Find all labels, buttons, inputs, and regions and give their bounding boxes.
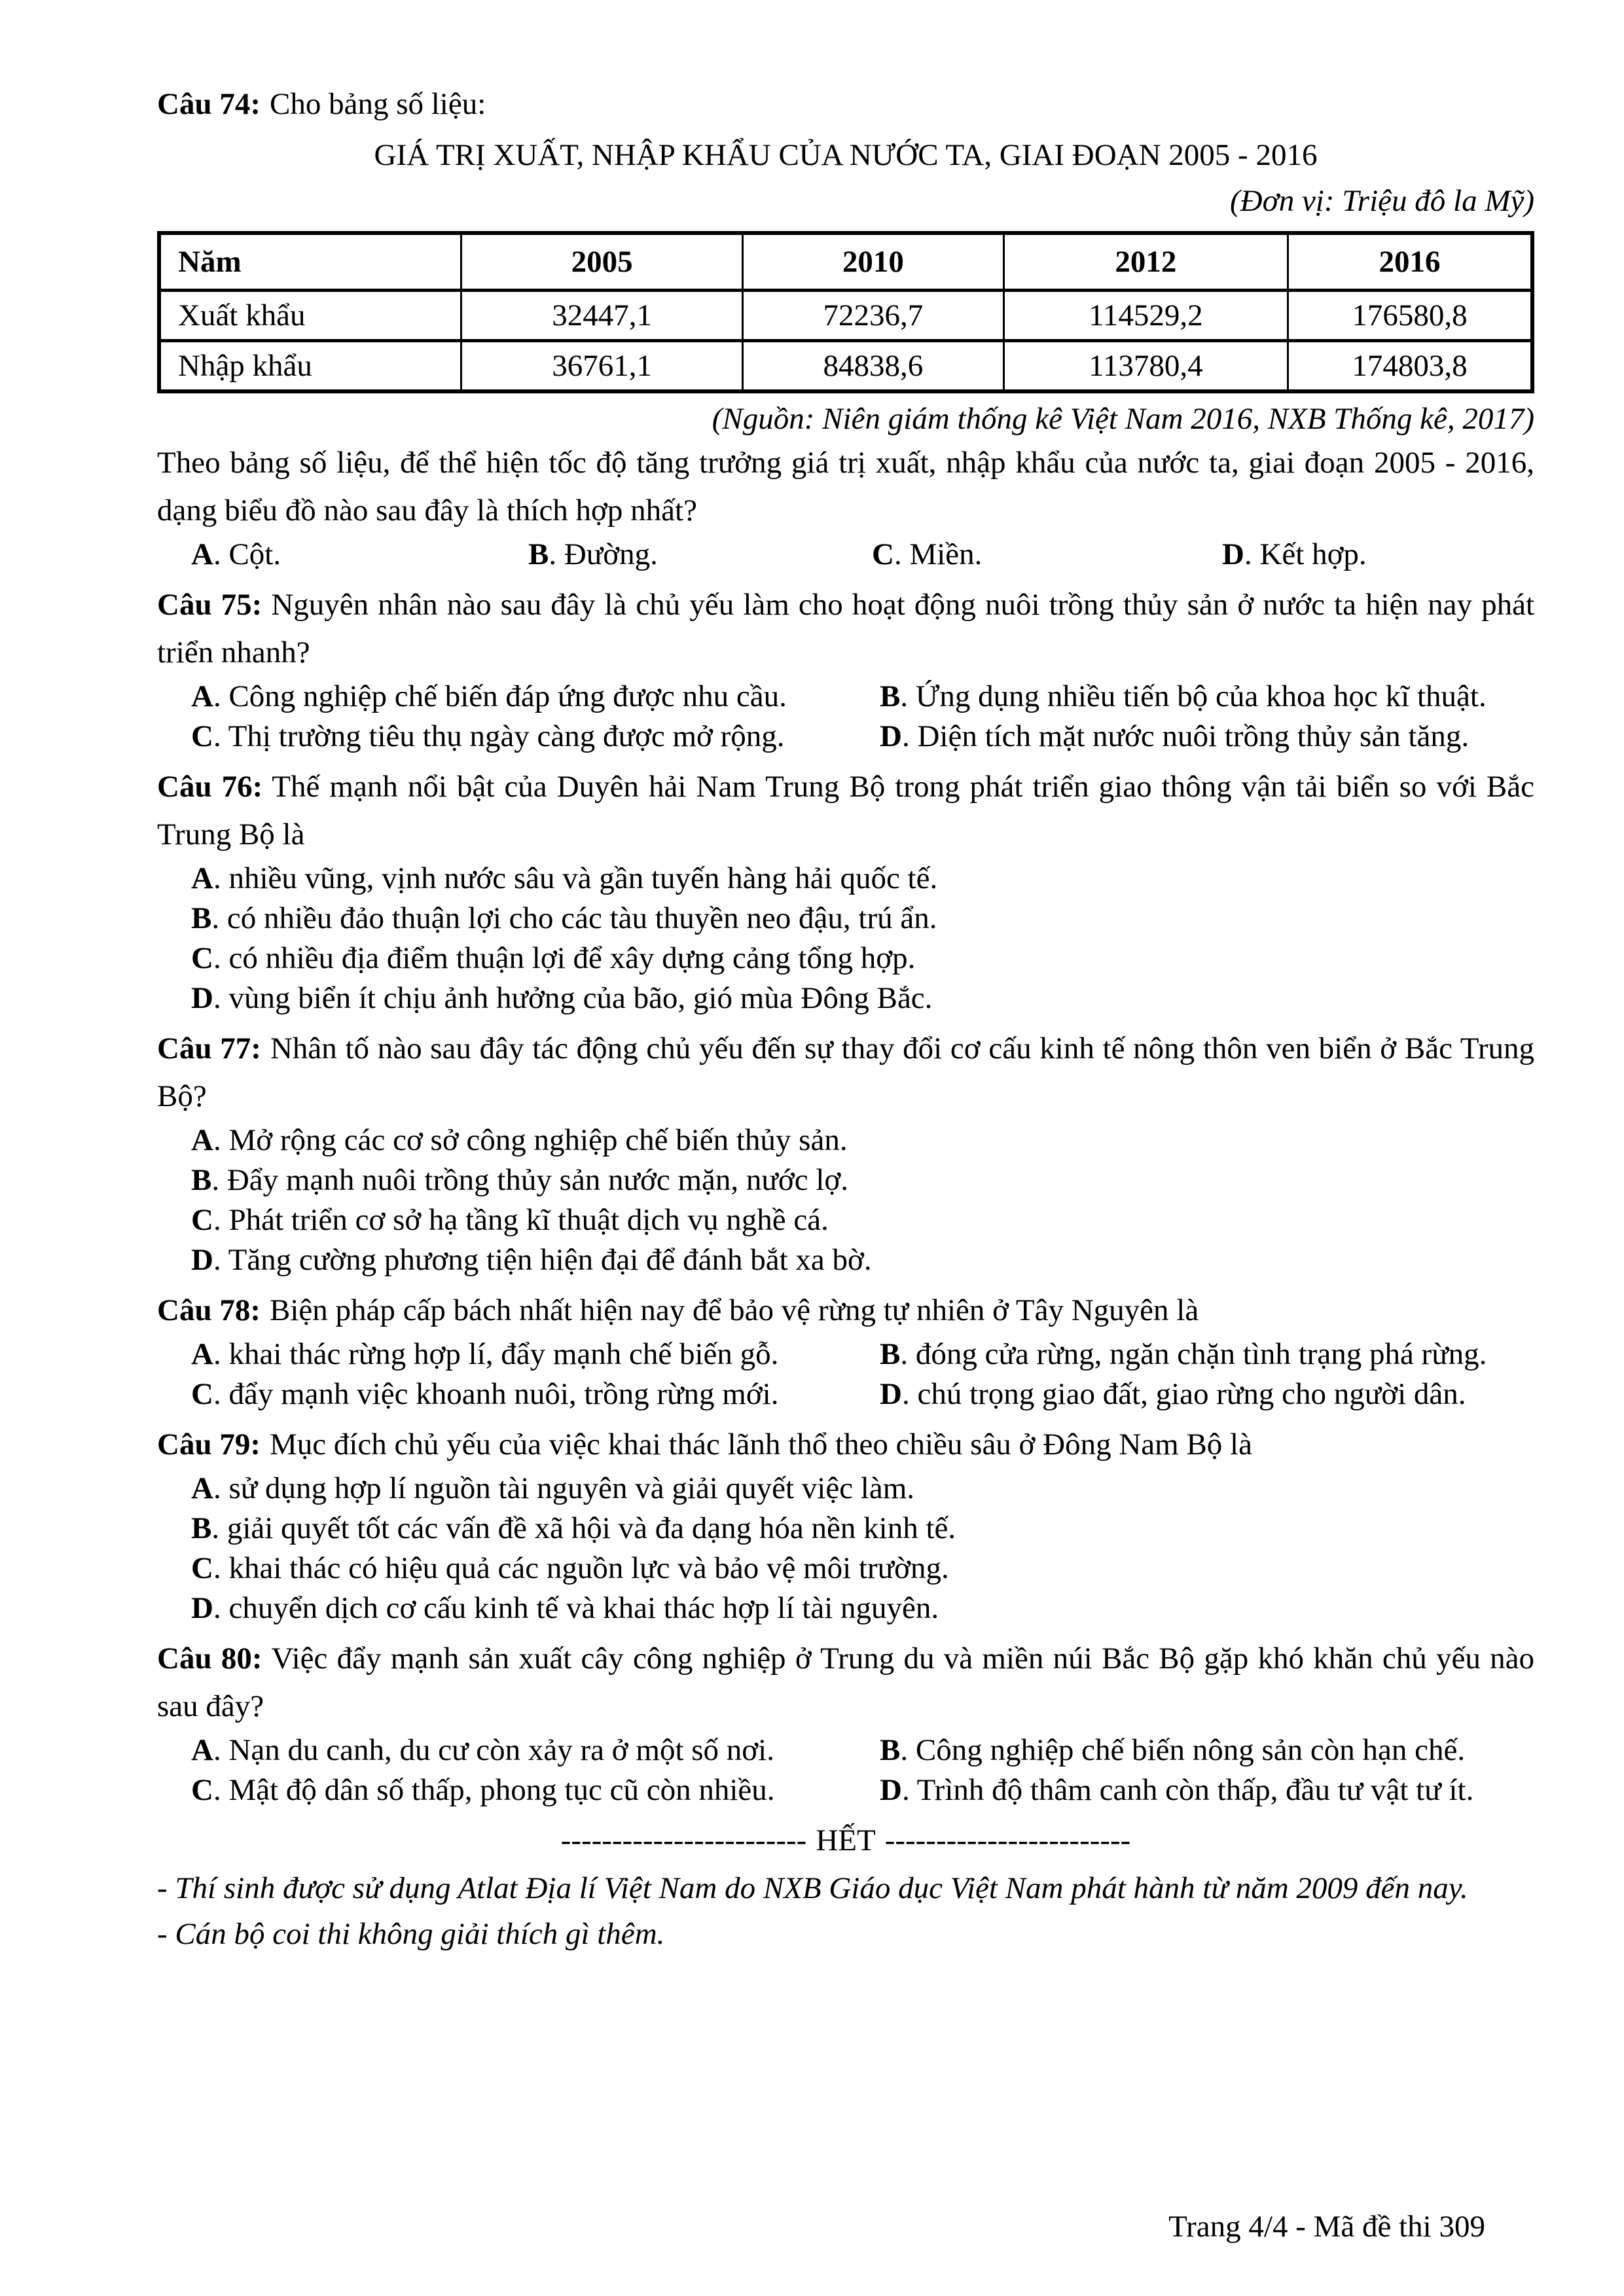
option-separator: . bbox=[213, 719, 228, 753]
question-76-text bbox=[157, 763, 1534, 859]
question-74-text: Theo bảng số liệu, để thể hiện tốc độ tăng trưởng giá trị xuất, nhập khẩu của nước ta, giai đoạn 2005 - 2016, dạng biểu đồ nào sau đây là thích hợp nhất? bbox=[157, 446, 1534, 528]
option-a-letter: A bbox=[191, 1337, 213, 1371]
option-separator: . bbox=[213, 1123, 229, 1157]
option-b-letter: B bbox=[191, 1163, 212, 1197]
option-c bbox=[157, 939, 1534, 978]
page-number-footer: Trang 4/4 - Mã đề thi 309 bbox=[1168, 2210, 1485, 2244]
option-d bbox=[880, 1770, 1534, 1810]
option-c-text: đẩy mạnh việc khoanh nuôi, trồng rừng mới. bbox=[228, 1377, 779, 1411]
exam-notes bbox=[157, 1865, 1534, 1957]
option-c-text: khai thác có hiệu quả các nguồn lực và bảo vệ môi trường. bbox=[228, 1551, 949, 1585]
question-80-body: Việc đẩy mạnh sản xuất cây công nghiệp ở Trung du và miền núi Bắc Bộ gặp khó khăn chủ yếu nào sau đây? bbox=[157, 1641, 1534, 1723]
option-b bbox=[880, 1731, 1534, 1770]
option-d-text: Diện tích mặt nước nuôi trồng thủy sản tăng. bbox=[917, 719, 1470, 753]
option-a bbox=[157, 1121, 1534, 1160]
option-d bbox=[157, 1588, 1534, 1628]
page-content bbox=[157, 80, 1534, 1957]
option-c-text: Mật độ dân số thấp, phong tục cũ còn nhiều. bbox=[228, 1773, 775, 1807]
option-c bbox=[872, 535, 1222, 575]
option-b-letter: B bbox=[880, 679, 901, 713]
option-a-text: Công nghiệp chế biến đáp ứng được nhu cầu. bbox=[228, 679, 787, 713]
option-b bbox=[880, 677, 1534, 717]
option-b-letter: B bbox=[880, 1337, 901, 1371]
option-c-letter: C bbox=[191, 1377, 213, 1411]
question-79-body: Mục đích chủ yếu của việc khai thác lãnh thổ theo chiều sâu ở Đông Nam Bộ là bbox=[269, 1427, 1252, 1462]
option-d-text: Trình độ thâm canh còn thấp, đầu tư vật tư ít. bbox=[916, 1773, 1474, 1807]
question-76 bbox=[157, 763, 1534, 1018]
import-2012: 113780,4 bbox=[1003, 341, 1288, 392]
option-d-letter: D bbox=[880, 1773, 902, 1807]
option-d bbox=[1222, 535, 1534, 575]
option-b-letter: B bbox=[880, 1733, 901, 1767]
export-2016: 176580,8 bbox=[1288, 291, 1532, 341]
option-c-text: Miền. bbox=[909, 537, 983, 571]
option-separator: . bbox=[213, 679, 229, 713]
option-separator: . bbox=[213, 1591, 229, 1625]
option-d-text: Kết hợp. bbox=[1259, 537, 1367, 571]
option-b-text: Đường. bbox=[564, 537, 658, 571]
option-separator: . bbox=[213, 1377, 229, 1411]
question-80-text bbox=[157, 1635, 1534, 1731]
option-a bbox=[191, 1731, 880, 1770]
option-b bbox=[157, 899, 1534, 939]
option-separator: . bbox=[213, 981, 229, 1015]
option-c-letter: C bbox=[191, 1773, 213, 1807]
export-import-table bbox=[157, 231, 1534, 393]
option-d-letter: D bbox=[191, 1591, 213, 1625]
option-c-letter: C bbox=[872, 537, 894, 571]
row-label-export: Xuất khẩu bbox=[159, 291, 461, 341]
export-2012: 114529,2 bbox=[1003, 291, 1288, 341]
option-b-letter: B bbox=[191, 1511, 212, 1545]
option-d bbox=[880, 717, 1534, 757]
option-d-text: Tăng cường phương tiện hiện đại để đánh bắt xa bờ. bbox=[228, 1243, 872, 1277]
question-75 bbox=[157, 581, 1534, 757]
option-c-letter: C bbox=[191, 941, 213, 975]
option-d bbox=[157, 1240, 1534, 1280]
option-a-letter: A bbox=[191, 679, 213, 713]
option-d bbox=[157, 978, 1534, 1018]
question-75-options-row-2 bbox=[157, 717, 1534, 757]
question-77-label: Câu 77: bbox=[157, 1031, 261, 1066]
export-2005: 32447,1 bbox=[461, 291, 743, 341]
option-separator: . bbox=[893, 537, 910, 571]
note-atlat: - Thí sinh được sử dụng Atlat Địa lí Việt Nam do NXB Giáo dục Việt Nam phát hành từ năm 2009 đến nay. bbox=[157, 1871, 1468, 1905]
export-2010: 72236,7 bbox=[743, 291, 1004, 341]
option-b-text: đóng cửa rừng, ngăn chặn tình trạng phá rừng. bbox=[915, 1337, 1487, 1371]
question-77-body: Nhân tố nào sau đây tác động chủ yếu đến sự thay đổi cơ cấu kinh tế nông thôn ven biển ở Bắc Trung Bộ? bbox=[157, 1031, 1534, 1113]
option-separator: . bbox=[213, 861, 229, 895]
option-b-letter: B bbox=[528, 537, 549, 571]
option-b-letter: B bbox=[191, 901, 212, 935]
option-a bbox=[191, 535, 528, 575]
header-cell-2010: 2010 bbox=[743, 233, 1004, 291]
option-a-letter: A bbox=[191, 1733, 213, 1767]
option-separator: . bbox=[213, 1551, 229, 1585]
option-d-text: chú trọng giao đất, giao rừng cho người dân. bbox=[917, 1377, 1466, 1411]
option-b-text: Ứng dụng nhiều tiến bộ của khoa học kĩ thuật. bbox=[915, 679, 1487, 713]
option-separator: . bbox=[213, 1471, 229, 1505]
end-divider bbox=[157, 1821, 1534, 1860]
question-77-text bbox=[157, 1025, 1534, 1121]
option-c-text: Phát triển cơ sở hạ tầng kĩ thuật dịch vụ nghề cá. bbox=[228, 1203, 829, 1237]
option-b-text: Công nghiệp chế biến nông sản còn hạn chế. bbox=[915, 1733, 1466, 1767]
option-a-text: sử dụng hợp lí nguồn tài nguyên và giải quyết việc làm. bbox=[228, 1471, 915, 1505]
question-78-options-row-2 bbox=[157, 1374, 1534, 1414]
option-a-letter: A bbox=[191, 1123, 213, 1157]
note-proctor: - Cán bộ coi thi không giải thích gì thêm. bbox=[157, 1917, 665, 1951]
option-a-text: Cột. bbox=[228, 537, 281, 571]
table-header-row bbox=[159, 233, 1532, 291]
table-title: GIÁ TRỊ XUẤT, NHẬP KHẨU CỦA NƯỚC TA, GIAI ĐOẠN 2005 - 2016 bbox=[374, 138, 1318, 172]
question-78-label: Câu 78: bbox=[157, 1293, 261, 1327]
table-row-import bbox=[159, 341, 1532, 392]
question-80 bbox=[157, 1635, 1534, 1810]
question-80-options-row-1 bbox=[157, 1731, 1534, 1770]
import-2005: 36761,1 bbox=[461, 341, 743, 392]
option-c bbox=[157, 1200, 1534, 1240]
header-cell-2012: 2012 bbox=[1003, 233, 1288, 291]
option-d-letter: D bbox=[880, 1377, 902, 1411]
option-separator: . bbox=[213, 1733, 229, 1767]
option-b bbox=[528, 535, 872, 575]
option-separator: . bbox=[213, 941, 229, 975]
option-c bbox=[191, 717, 880, 757]
end-dashes-left: ------------------------ bbox=[560, 1823, 807, 1857]
option-d-letter: D bbox=[880, 719, 902, 753]
option-a-text: nhiều vũng, vịnh nước sâu và gần tuyến hàng hải quốc tế. bbox=[228, 861, 938, 895]
option-separator: . bbox=[213, 1203, 229, 1237]
question-74-intro bbox=[157, 80, 1534, 129]
option-d bbox=[880, 1374, 1534, 1414]
option-d-text: vùng biển ít chịu ảnh hưởng của bão, gió mùa Đông Bắc. bbox=[228, 981, 933, 1015]
option-separator: . bbox=[901, 1773, 917, 1807]
option-a-text: khai thác rừng hợp lí, đẩy mạnh chế biến gỗ. bbox=[228, 1337, 779, 1371]
table-row-export bbox=[159, 291, 1532, 341]
question-74-intro-text: Cho bảng số liệu: bbox=[269, 87, 486, 121]
option-b bbox=[157, 1160, 1534, 1200]
option-c-text: có nhiều địa điểm thuận lợi để xây dựng cảng tổng hợp. bbox=[228, 941, 916, 975]
question-79 bbox=[157, 1421, 1534, 1628]
option-a bbox=[191, 677, 880, 717]
option-b-text: Đẩy mạnh nuôi trồng thủy sản nước mặn, nước lợ. bbox=[226, 1163, 849, 1197]
question-74 bbox=[157, 80, 1534, 575]
option-separator: . bbox=[211, 1511, 227, 1545]
option-b-text: giải quyết tốt các vấn đề xã hội và đa dạng hóa nền kinh tế. bbox=[226, 1511, 956, 1545]
option-d-letter: D bbox=[191, 1243, 213, 1277]
option-a-text: Mở rộng các cơ sở công nghiệp chế biến thủy sản. bbox=[228, 1123, 848, 1157]
option-separator: . bbox=[211, 901, 227, 935]
question-76-label: Câu 76: bbox=[157, 770, 263, 804]
option-separator: . bbox=[213, 1773, 229, 1807]
row-label-import: Nhập khẩu bbox=[159, 341, 461, 392]
option-c-text: Thị trường tiêu thụ ngày càng được mở rộng. bbox=[228, 719, 785, 753]
question-80-options-row-2 bbox=[157, 1770, 1534, 1810]
option-separator: . bbox=[549, 537, 564, 571]
option-c-letter: C bbox=[191, 1551, 213, 1585]
option-c bbox=[157, 1549, 1534, 1588]
option-separator: . bbox=[900, 679, 916, 713]
question-75-text bbox=[157, 581, 1534, 677]
question-78 bbox=[157, 1287, 1534, 1414]
option-separator: . bbox=[1244, 537, 1260, 571]
import-2010: 84838,6 bbox=[743, 341, 1004, 392]
question-77 bbox=[157, 1025, 1534, 1280]
option-separator: . bbox=[900, 1337, 916, 1371]
option-separator: . bbox=[213, 1337, 229, 1371]
option-c bbox=[191, 1770, 880, 1810]
option-separator: . bbox=[900, 1733, 916, 1767]
question-75-options-row-1 bbox=[157, 677, 1534, 717]
option-d-letter: D bbox=[191, 981, 213, 1015]
option-a-letter: A bbox=[191, 861, 213, 895]
option-a-text: Nạn du canh, du cư còn xảy ra ở một số nơi. bbox=[228, 1733, 774, 1767]
option-separator: . bbox=[213, 537, 229, 571]
question-74-options bbox=[157, 535, 1534, 575]
option-b-text: có nhiều đảo thuận lợi cho các tàu thuyền neo đậu, trú ẩn. bbox=[226, 901, 937, 935]
question-76-body: Thế mạnh nổi bật của Duyên hải Nam Trung Bộ trong phát triển giao thông vận tải biển so với Bắc Trung Bộ là bbox=[157, 770, 1534, 852]
header-cell-2016: 2016 bbox=[1288, 233, 1532, 291]
option-d-letter: D bbox=[1222, 537, 1244, 571]
option-c bbox=[191, 1374, 880, 1414]
question-79-label: Câu 79: bbox=[157, 1427, 261, 1462]
option-a bbox=[157, 859, 1534, 899]
question-78-options-row-1 bbox=[157, 1335, 1534, 1374]
question-75-label: Câu 75: bbox=[157, 588, 262, 622]
option-a bbox=[191, 1335, 880, 1374]
option-separator: . bbox=[211, 1163, 227, 1197]
header-cell-2005: 2005 bbox=[461, 233, 743, 291]
option-c-letter: C bbox=[191, 1203, 213, 1237]
header-cell-year: Năm bbox=[159, 233, 461, 291]
option-c-letter: C bbox=[191, 719, 213, 753]
option-a-letter: A bbox=[191, 537, 213, 571]
option-separator: . bbox=[901, 1377, 918, 1411]
option-b bbox=[157, 1509, 1534, 1549]
option-separator: . bbox=[213, 1243, 228, 1277]
option-a-letter: A bbox=[191, 1471, 213, 1505]
question-78-text bbox=[157, 1287, 1534, 1335]
option-separator: . bbox=[901, 719, 918, 753]
option-b bbox=[880, 1335, 1534, 1374]
end-het-label: HẾT bbox=[816, 1823, 876, 1857]
option-a bbox=[157, 1469, 1534, 1509]
import-2016: 174803,8 bbox=[1288, 341, 1532, 392]
question-79-text bbox=[157, 1421, 1534, 1469]
table-unit-note: (Đơn vị: Triệu đô la Mỹ) bbox=[1230, 184, 1534, 218]
question-80-label: Câu 80: bbox=[157, 1641, 262, 1676]
table-source-note: (Nguồn: Niên giám thống kê Việt Nam 2016, NXB Thống kê, 2017) bbox=[712, 402, 1534, 436]
question-78-body: Biện pháp cấp bách nhất hiện nay để bảo vệ rừng tự nhiên ở Tây Nguyên là bbox=[269, 1293, 1199, 1327]
end-dashes-right: ------------------------ bbox=[884, 1823, 1131, 1857]
question-75-body: Nguyên nhân nào sau đây là chủ yếu làm cho hoạt động nuôi trồng thủy sản ở nước ta hiện nay phát triển nhanh? bbox=[157, 588, 1535, 670]
question-74-label: Câu 74: bbox=[157, 87, 261, 121]
option-d-text: chuyển dịch cơ cấu kinh tế và khai thác hợp lí tài nguyên. bbox=[228, 1591, 939, 1625]
